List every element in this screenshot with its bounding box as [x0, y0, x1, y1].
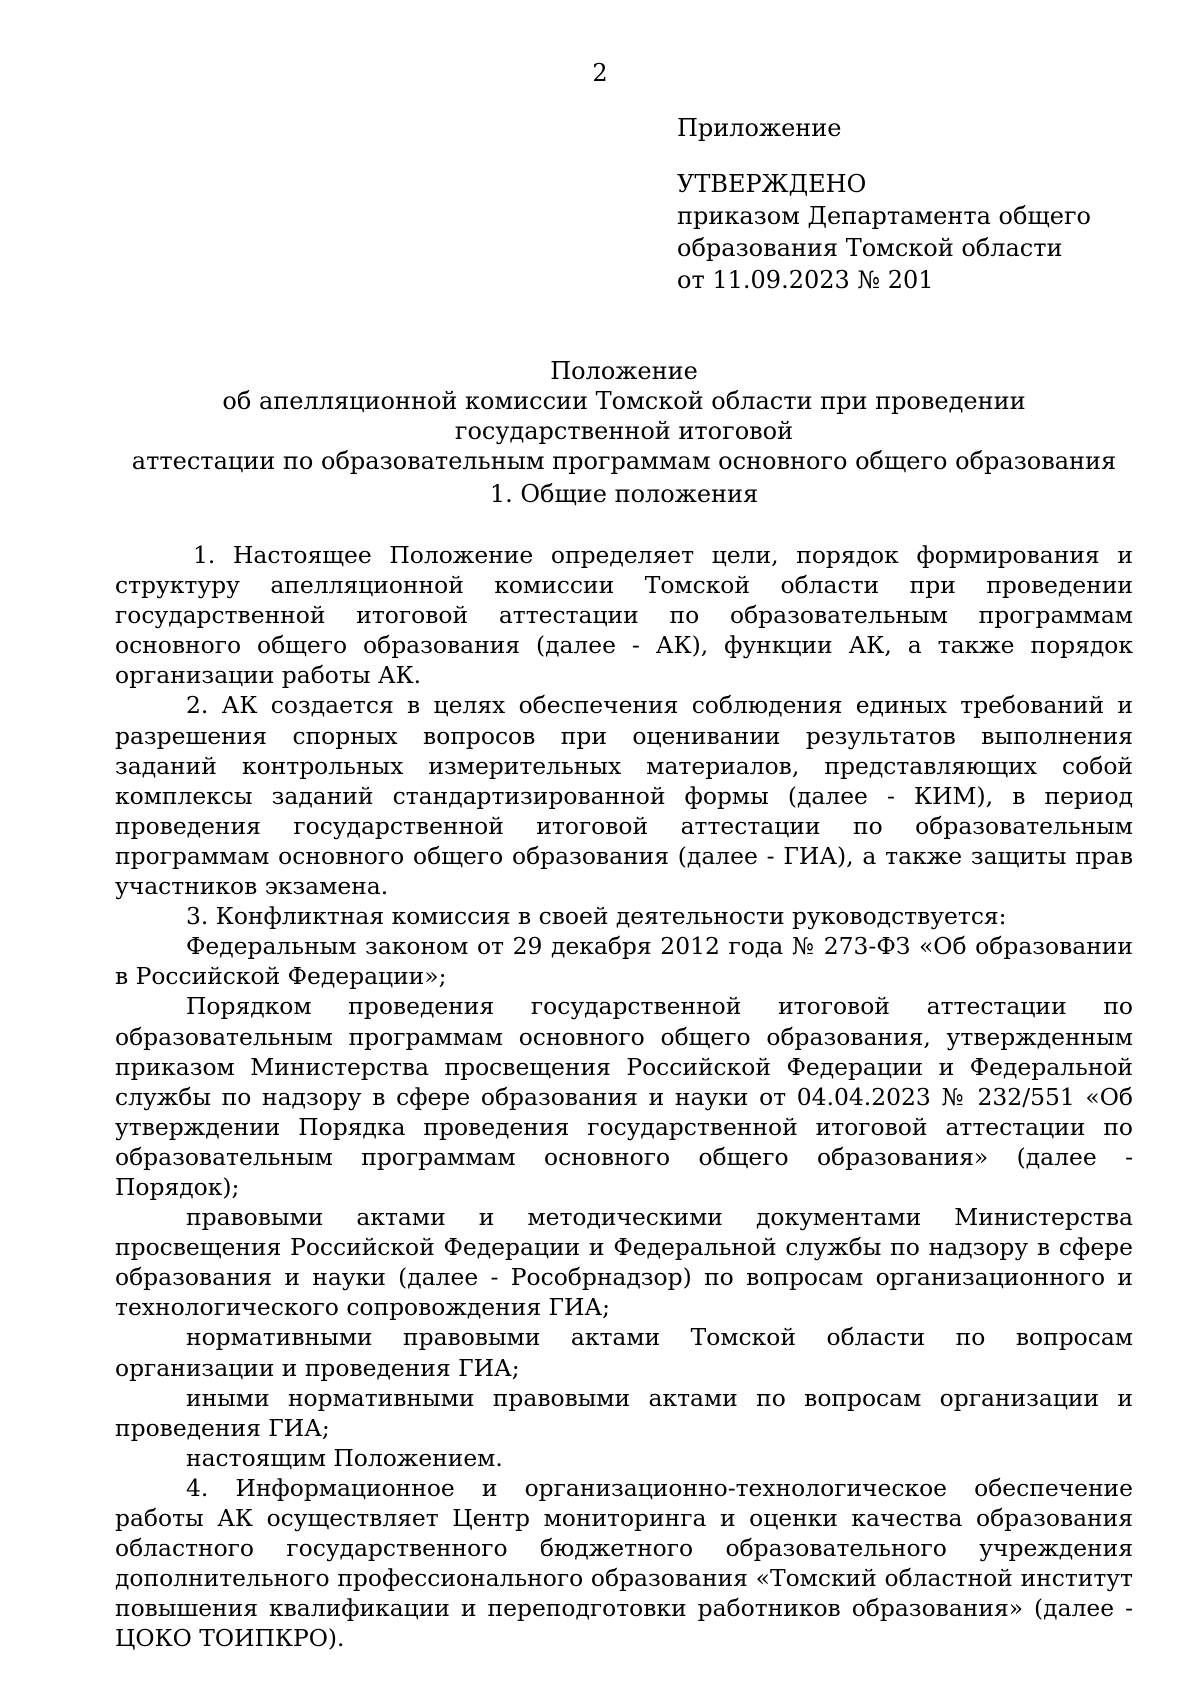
approved-label: УТВЕРЖДЕНО	[677, 170, 867, 198]
appendix-label: Приложение	[677, 114, 842, 142]
section-heading: 1. Общие положения	[489, 480, 759, 508]
paragraph-2: 2. АК создается в целях обеспечения соблюдения единых требований и разрешения спорных вопросов при оценивании результатов выполнения заданий контрольных измерительных материалов, представляющих собой комплексы заданий стандартизированной формы (далее - КИМ), в период проведения государственной итоговой аттестации по образовательным программам основного общего образования (далее - ГИА), а также защиты прав участников экзамена.	[115, 691, 1133, 901]
paragraph-other-acts: иными нормативными правовыми актами по вопросам организации и проведения ГИА;	[115, 1383, 1133, 1442]
title-line-1: об апелляционной комиссии Томской области при проведении государственной итоговой	[222, 387, 1026, 445]
page-number: 2	[592, 59, 608, 87]
document-title	[115, 356, 1133, 476]
paragraph-4: 4. Информационное и организационно-технологическое обеспечение работы АК осуществляет Центр мониторинга и оценки качества образования областного государственного бюджетного образовательного учреждения дополнительного профессионального образования «Томский областной институт повышения квалификации и переподготовки работников образования» (далее - ЦОКО ТОИПКРО).	[115, 1473, 1133, 1653]
paragraph-procedure: Порядком проведения государственной итоговой аттестации по образовательным программам основного общего образования, утвержденным приказом Министерства просвещения Российской Федерации и Федеральной службы по надзору в сфере образования и науки от 04.04.2023 № 232/551 «Об утверждении Порядка проведения государственной итоговой аттестации по образовательным программам основного общего образования» (далее - Порядок);	[115, 992, 1133, 1201]
approval-department-line: образования Томской области	[677, 234, 1063, 262]
body-text	[115, 540, 1133, 1653]
approval-stamp-block	[677, 112, 1137, 296]
approval-order-line: приказом Департамента общего	[677, 202, 1091, 230]
paragraph-this-regulation: настоящим Положением.	[186, 1443, 503, 1472]
paragraph-legal-acts: правовыми актами и методическими документами Министерства просвещения Российской Федерации и Федеральной службы по надзору в сфере образования и науки (далее - Рособрнадзор) по вопросам организационного и технологического сопровождения ГИА;	[115, 1203, 1133, 1322]
paragraph-3: 3. Конфликтная комиссия в своей деятельности руководствуется:	[186, 902, 1007, 931]
title-heading: Положение	[550, 357, 698, 385]
approval-date-number-line: от 11.09.2023 № 201	[677, 266, 934, 294]
title-line-2: аттестации по образовательным программам основного общего образования	[131, 447, 1117, 475]
paragraph-1: 1. Настоящее Положение определяет цели, порядок формирования и структуру апелляционной комиссии Томской области при проведении государственной итоговой аттестации по образовательным программам основного общего образования (далее - АК), функции АК, а также порядок организации работы АК.	[115, 541, 1133, 690]
paragraph-tomsk-acts: нормативными правовыми актами Томской области по вопросам организации и проведения ГИА;	[115, 1323, 1133, 1382]
paragraph-federal-law: Федеральным законом от 29 декабря 2012 года № 273-ФЗ «Об образовании в Российской Федерации»;	[115, 932, 1133, 991]
